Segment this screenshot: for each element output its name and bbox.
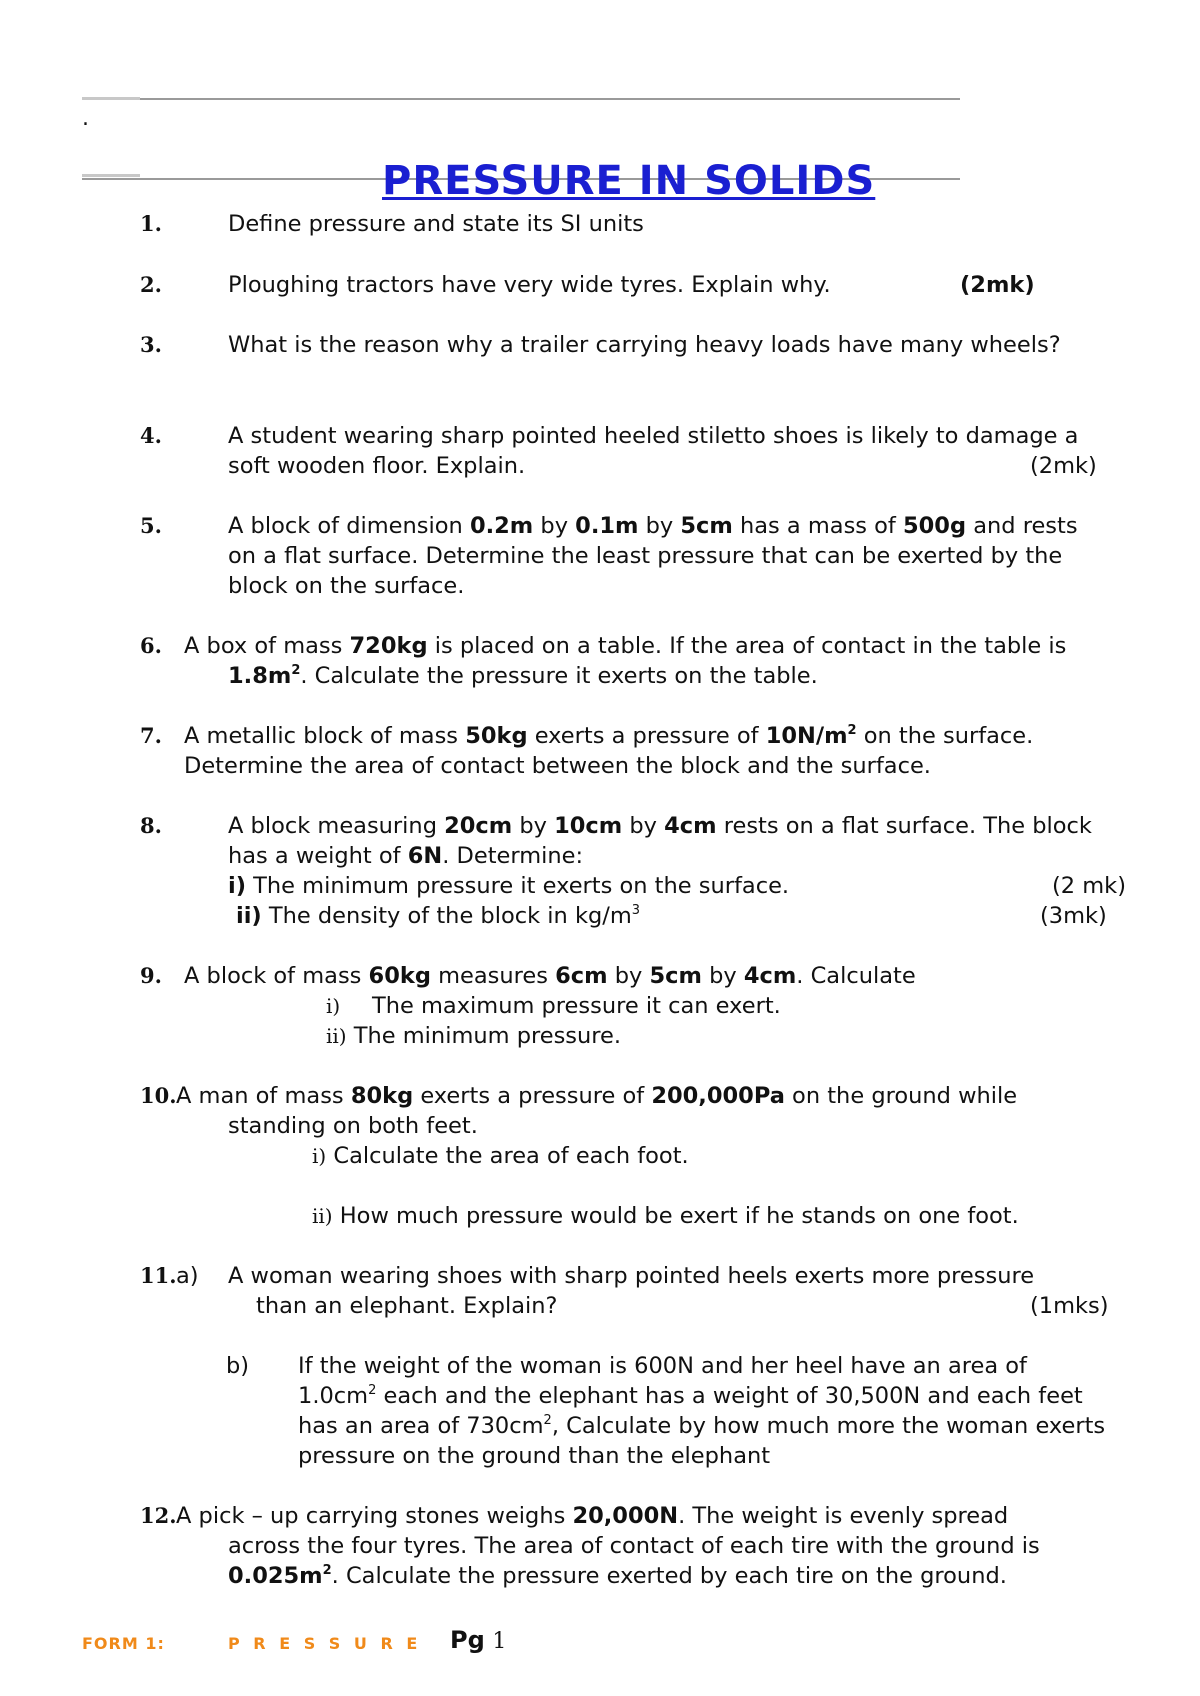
- question-number-12: 12.: [140, 1503, 177, 1528]
- question-7-line-2: Determine the area of contact between the block and the surface.: [184, 753, 931, 779]
- question-1-text: Define pressure and state its SI units: [228, 211, 644, 237]
- question-5-line-1: A block of dimension 0.2m by 0.1m by 5cm has a mass of 500g and rests: [228, 513, 1078, 539]
- question-2-marks: (2mk): [960, 272, 1035, 298]
- question-2-text: Ploughing tractors have very wide tyres. Explain why.: [228, 272, 831, 298]
- question-number-9: 9.: [140, 963, 162, 988]
- header-rule-bottom-accent: [82, 174, 140, 177]
- question-12-line-3: $0.025m^2$. Calculate the pressure exerted by each tire on the ground.: [228, 1563, 1007, 1589]
- header-rule-top: [82, 98, 960, 100]
- question-8-line-2: has a weight of 6N. Determine:: [228, 843, 584, 869]
- question-10-line-2: standing on both feet.: [228, 1113, 478, 1139]
- question-number-11: 11.: [140, 1263, 177, 1288]
- question-4-line-2: soft wooden floor. Explain.: [228, 453, 526, 479]
- question-9-line-1: A block of mass 60kg measures 6cm by 5cm by 4cm. Calculate: [184, 963, 916, 989]
- question-5-line-3: block on the surface.: [228, 573, 465, 599]
- question-9-part-ii: ii) The minimum pressure.: [326, 1023, 622, 1049]
- question-number-10: 10.: [140, 1083, 177, 1108]
- question-3-text: What is the reason why a trailer carrying heavy loads have many wheels?: [228, 332, 1061, 358]
- question-8-part-ii-marks: (3mk): [1040, 903, 1107, 929]
- question-12-line-2: across the four tyres. The area of contact of each tire with the ground is: [228, 1533, 1040, 1559]
- page-title: PRESSURE IN SOLIDS: [382, 158, 876, 204]
- question-number-7: 7.: [140, 723, 162, 748]
- header-rule-top-accent: [82, 97, 140, 100]
- question-5-line-2: on a flat surface. Determine the least pressure that can be exerted by the: [228, 543, 1063, 569]
- footer-topic-label: P R E S S U R E: [228, 1634, 422, 1653]
- question-10-line-1: A man of mass 80kg exerts a pressure of 200,000Pa on the ground while: [176, 1083, 1018, 1109]
- question-11-part-b-line-2: $1.0cm^2$ each and the elephant has a weight of 30,500N and each feet: [298, 1383, 1083, 1409]
- question-11-part-b-label: b): [226, 1353, 250, 1379]
- footer-page-number: Pg 1: [450, 1626, 507, 1654]
- question-7-line-1: A metallic block of mass 50kg exerts a pressure of $10N/m^2$ on the surface.: [184, 723, 1034, 749]
- question-10-part-i: i) Calculate the area of each foot.: [312, 1143, 689, 1169]
- question-12-line-1: A pick – up carrying stones weighs 20,000N. The weight is evenly spread: [176, 1503, 1009, 1529]
- question-9-part-i-text: The maximum pressure it can exert.: [372, 993, 781, 1019]
- question-number-5: 5.: [140, 513, 162, 538]
- question-11-part-a-label: a): [176, 1263, 199, 1289]
- question-number-2: 2.: [140, 272, 162, 297]
- question-11-part-b-line-1: If the weight of the woman is 600N and her heel have an area of: [298, 1353, 1027, 1379]
- question-11-part-b-line-4: pressure on the ground than the elephant: [298, 1443, 771, 1469]
- footer-form-label: FORM 1:: [82, 1634, 165, 1653]
- question-11-part-a-marks: (1mks): [1030, 1293, 1109, 1319]
- question-6-line-1: A box of mass 720kg is placed on a table. If the area of contact in the table is: [184, 633, 1067, 659]
- question-number-6: 6.: [140, 633, 162, 658]
- question-8-part-ii: ii) The density of the block in $kg/m^3$: [236, 903, 641, 929]
- question-number-1: 1.: [140, 211, 162, 236]
- question-number-8: 8.: [140, 813, 162, 838]
- question-8-part-i-marks: (2 mk): [1052, 873, 1126, 899]
- question-9-part-i: i): [326, 994, 341, 1018]
- question-8-line-1: A block measuring 20cm by 10cm by 4cm rests on a flat surface. The block: [228, 813, 1092, 839]
- question-number-4: 4.: [140, 423, 162, 448]
- question-4-marks: (2mk): [1030, 453, 1097, 479]
- question-6-line-2: $1.8m^2$. Calculate the pressure it exerts on the table.: [228, 663, 818, 689]
- header-dot: .: [82, 106, 89, 131]
- question-10-part-ii: ii) How much pressure would be exert if he stands on one foot.: [312, 1203, 1019, 1229]
- question-8-part-i: i) The minimum pressure it exerts on the surface.: [228, 873, 790, 899]
- question-11-part-b-line-3: has an area of $730cm^2$, Calculate by how much more the woman exerts: [298, 1413, 1106, 1439]
- question-11-part-a-line-2: than an elephant. Explain?: [256, 1293, 558, 1319]
- question-11-part-a-line-1: A woman wearing shoes with sharp pointed heels exerts more pressure: [228, 1263, 1035, 1289]
- question-4-line-1: A student wearing sharp pointed heeled stiletto shoes is likely to damage a: [228, 423, 1079, 449]
- question-number-3: 3.: [140, 332, 162, 357]
